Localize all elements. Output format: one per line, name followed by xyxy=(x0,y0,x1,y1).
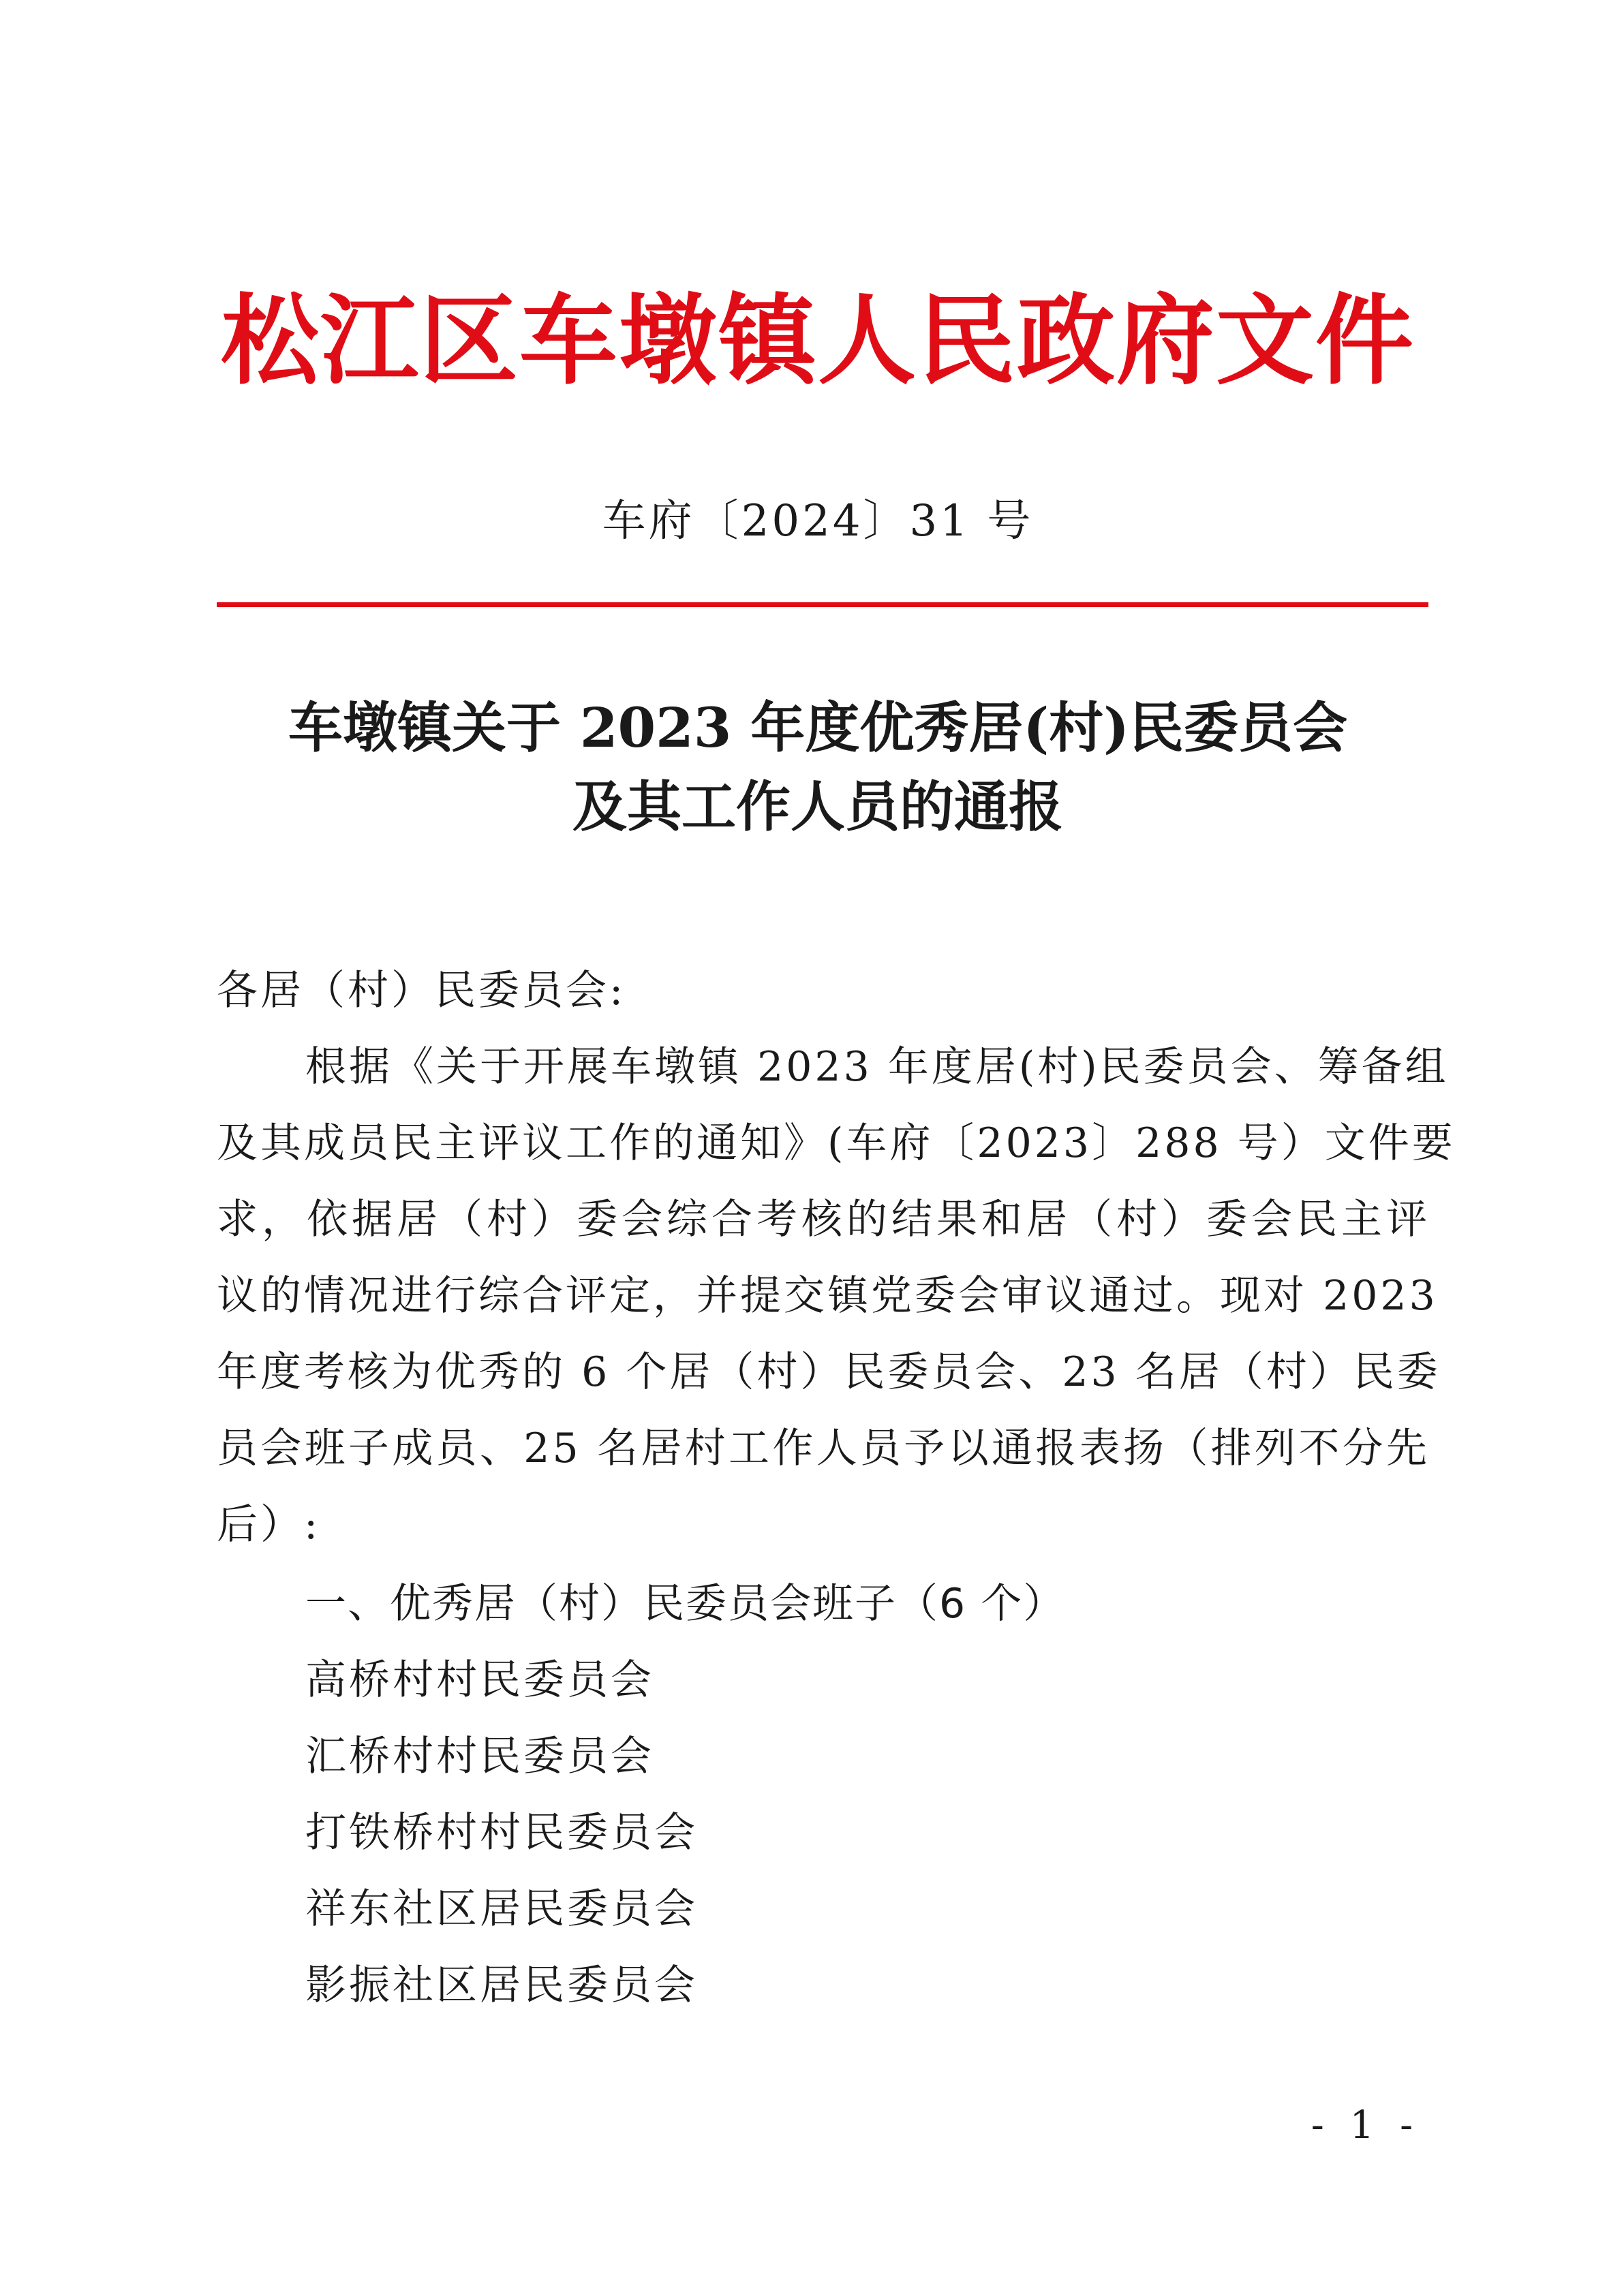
paragraph-line: 求，依据居（村）委会综合考核的结果和居（村）委会民主评 xyxy=(217,1196,1430,1243)
page-number: - 1 - xyxy=(1311,2103,1420,2147)
red-divider-rule xyxy=(217,602,1428,607)
list-item: 打铁桥村村民委员会 xyxy=(305,1809,698,1857)
paragraph-line: 及其成员民主评议工作的通知》(车府〔2023〕288 号）文件要 xyxy=(217,1119,1456,1167)
notice-title-line-1: 车墩镇关于 2023 年度优秀居(村)民委员会 xyxy=(288,696,1348,760)
notice-title-line-2: 及其工作人员的通报 xyxy=(572,775,1063,839)
committee-list xyxy=(305,1642,698,2023)
list-item: 影振社区居民委员会 xyxy=(305,1961,698,2009)
paragraph-line: 年度考核为优秀的 6 个居（村）民委员会、23 名居（村）民委 xyxy=(217,1348,1441,1396)
issuer-title: 松江区车墩镇人民政府文件 xyxy=(220,283,1415,398)
document-number: 车府〔2024〕31 号 xyxy=(602,496,1034,546)
paragraph-line: 议的情况进行综合评定，并提交镇党委会审议通过。现对 2023 xyxy=(217,1272,1438,1320)
salutation: 各居（村）民委员会: xyxy=(217,967,626,1014)
list-item: 高桥村村民委员会 xyxy=(305,1656,654,1704)
body-paragraph xyxy=(217,1029,1456,1563)
section-heading: 一、优秀居（村）民委员会班子（6 个） xyxy=(305,1580,1066,1628)
paragraph-line: 根据《关于开展车墩镇 2023 年度居(村)民委员会、筹备组 xyxy=(305,1043,1449,1091)
paragraph-line: 后）: xyxy=(217,1501,321,1549)
list-item: 祥东社区居民委员会 xyxy=(305,1885,698,1933)
list-item: 汇桥村村民委员会 xyxy=(305,1733,654,1780)
paragraph-line: 员会班子成员、25 名居村工作人员予以通报表扬（排列不分先 xyxy=(217,1425,1430,1472)
notice-title xyxy=(204,688,1431,846)
